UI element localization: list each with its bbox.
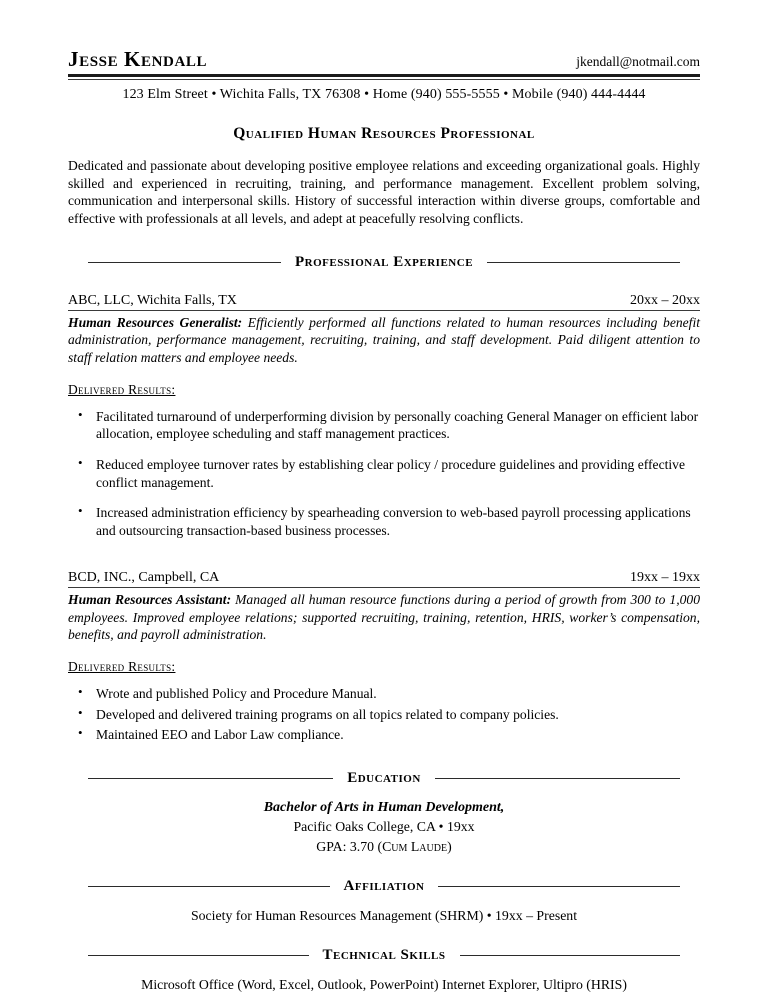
technical-skills-block (68, 976, 700, 994)
section-rule-left (88, 955, 309, 956)
contact-address-line: 123 Elm Street • Wichita Falls, TX 76308 • Home (940) 555-5555 • Mobile (940) 444-4444 (122, 87, 646, 103)
candidate-name: Jesse Kendall (68, 47, 208, 71)
education-gpa-honors: Cum Laude (382, 838, 448, 854)
resume-content (68, 48, 700, 994)
section-title-technical-skills: Technical Skills (322, 946, 446, 963)
education-degree: Bachelor of Arts in Human Development, (263, 799, 505, 815)
section-header-technical-skills (68, 947, 700, 964)
job-description-text: Managed all human resource functions during a period of growth from 300 to 1,000 employees. Improved employee relations; supported recruiting, training, retention, HRIS, worker’s compensation, benefits, and payroll administration. (68, 591, 701, 643)
section-rule-left (88, 886, 330, 887)
job-description (68, 591, 700, 644)
section-rule-left (88, 778, 333, 779)
candidate-email: jkendall@notmail.com (576, 54, 700, 69)
section-rule-right (435, 778, 680, 779)
job-dates: 19xx – 19xx (630, 569, 700, 585)
section-title-education: Education (347, 769, 421, 786)
section-header-affiliation (68, 878, 700, 895)
header-row (68, 48, 700, 71)
job-description-text: Efficiently performed all functions related to human resources including benefit administration, performance management, recruiting, training, and staff development. Paid diligent attention to staff relation matters and employee needs. (68, 314, 701, 366)
education-school: Pacific Oaks College, CA • 19xx (293, 819, 475, 835)
list-item: • Reduced employee turnover rates by establishing clear policy / procedure guidelines and providing effective conflict management. (68, 456, 700, 491)
job-company: ABC, LLC, Wichita Falls, TX (68, 292, 237, 308)
section-rule-left (88, 262, 281, 263)
section-header-education (68, 770, 700, 787)
list-item: • Maintained EEO and Labor Law compliance. (68, 726, 700, 744)
technical-skills-text: Microsoft Office (Word, Excel, Outlook, PowerPoint) Internet Explorer, Ultipro (HRIS) (141, 976, 627, 992)
section-rule-right (487, 262, 680, 263)
list-item: • Increased administration efficiency by spearheading conversion to web-based payroll processing applications and outsourcing transaction-based business processes. (68, 504, 700, 539)
section-header-experience (68, 254, 700, 271)
affiliation-block (68, 907, 700, 925)
delivered-results-label: Delivered Results: (68, 381, 176, 397)
section-rule-right (460, 955, 681, 956)
job-role-title: Human Resources Assistant: (68, 591, 232, 607)
affiliation-text: Society for Human Resources Management (SHRM) • 19xx – Present (190, 907, 578, 923)
job-entry (68, 570, 700, 744)
job-description (68, 314, 700, 367)
job-bullet-list (68, 685, 700, 744)
section-title-experience: Professional Experience (294, 253, 474, 270)
professional-title: Qualified Human Resources Professional (233, 125, 535, 143)
job-role-title: Human Resources Generalist: (68, 314, 243, 330)
job-dates: 20xx – 20xx (630, 292, 700, 308)
job-bullet-list (68, 408, 700, 540)
list-item: • Developed and delivered training programs on all topics related to company policies. (68, 706, 700, 724)
header-rule-thin (68, 79, 700, 80)
list-item: • Facilitated turnaround of underperforming division by personally coaching General Manager on efficient labor allocation, employee scheduling and staff management practices. (68, 408, 700, 443)
education-gpa (68, 838, 700, 856)
section-title-affiliation: Affiliation (343, 877, 425, 894)
job-company: BCD, INC., Campbell, CA (68, 569, 220, 585)
delivered-results-label: Delivered Results: (68, 658, 176, 674)
job-entry (68, 293, 700, 540)
education-gpa-suffix: ) (447, 838, 452, 854)
section-rule-right (438, 886, 680, 887)
education-block (68, 799, 700, 856)
header-rule-thick (68, 74, 700, 77)
job-header (68, 293, 700, 311)
list-item: • Wrote and published Policy and Procedure Manual. (68, 685, 700, 703)
job-header (68, 570, 700, 588)
summary-paragraph: Dedicated and passionate about developing positive employee relations and exceeding organizational goals. Highly skilled and experienced in recruiting, training, and performance management. Excellent problem solving, communication and interpersonal skills. History of successful interaction within diverse groups, comfortable and effective with professionals at all levels, and adept at peacefully resolving conflicts. (68, 158, 700, 227)
education-gpa-prefix: GPA: 3.70 ( (316, 838, 383, 854)
